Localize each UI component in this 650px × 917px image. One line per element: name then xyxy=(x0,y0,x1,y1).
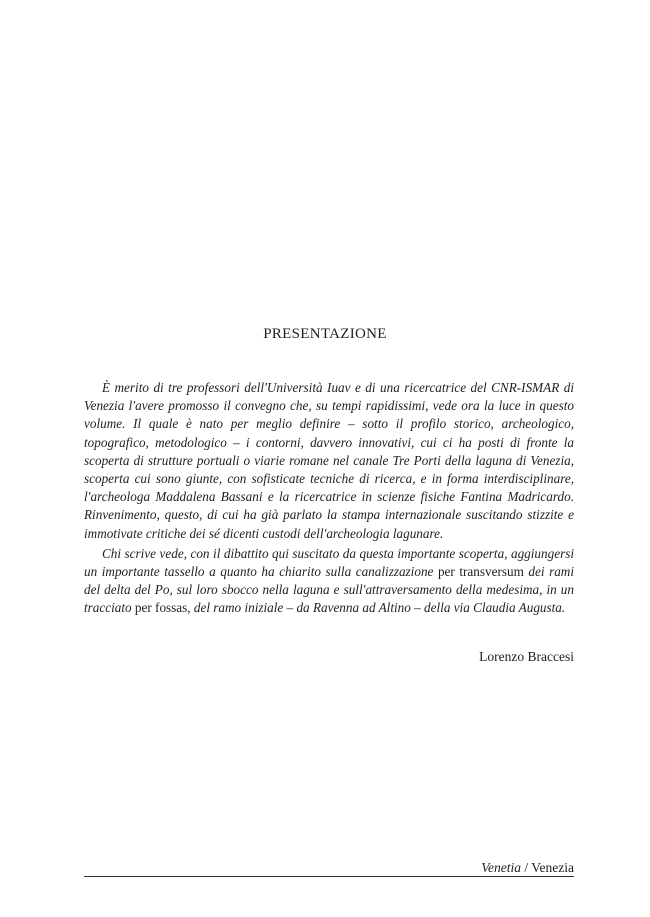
body-text xyxy=(84,379,574,620)
author-signature: Lorenzo Braccesi xyxy=(479,649,574,664)
paragraph-1: È merito di tre professori dell'Università Iuav e di una ricercatrice del CNR-ISMAR di Venezia l'avere promosso il convegno che, su tempi rapidissimi, vede ora la luce in questo volume. Il quale è nato per meglio definire – sotto il profilo storico, archeologico, topografico, metodologico – i contorni, davvero innovativi, cui ci ha posti di fronte la scoperta di strutture portuali o viarie romane nel canale Tre Porti della laguna di Venezia, scoperta cui sono giunte, con sofisticate tecniche di ricerca, e in forma interdisciplinare, l'archeologa Maddalena Bassani e la ricercatrice in scienze fisiche Fantina Madricardo. Rinvenimento, questo, di cui ha già parlato la stampa internazionale suscitando stizzite e immotivate critiche dei sé dicenti custodi dell'archeologia lagunare. xyxy=(84,380,574,541)
footer-place: Venezia xyxy=(531,860,574,875)
paragraph-2-part-1: Chi scrive vede, con il dibattito qui suscitato da questa importante scoperta, aggiungersi un importante tassello a quanto ha chiarito sulla canalizzazione xyxy=(84,545,574,580)
paragraph-2-part-2: per transversum xyxy=(433,564,529,580)
paragraph-2 xyxy=(84,545,574,618)
footer-separator: / xyxy=(521,860,532,875)
footer-rule xyxy=(84,876,574,877)
paragraph-2-part-5: del ramo iniziale – da Ravenna ad Altino – della via Claudia Augusta. xyxy=(193,600,566,616)
footer-series: Venetia xyxy=(481,860,521,875)
paragraph-2-part-3: dei rami del delta del Po, sul loro sbocco nella laguna e sull'attraversamento della medesima, in un tracciato xyxy=(84,564,574,616)
running-footer xyxy=(481,860,574,876)
page-title: PRESENTAZIONE xyxy=(263,326,387,342)
paragraph-2-part-4: per fossas, xyxy=(131,600,194,616)
